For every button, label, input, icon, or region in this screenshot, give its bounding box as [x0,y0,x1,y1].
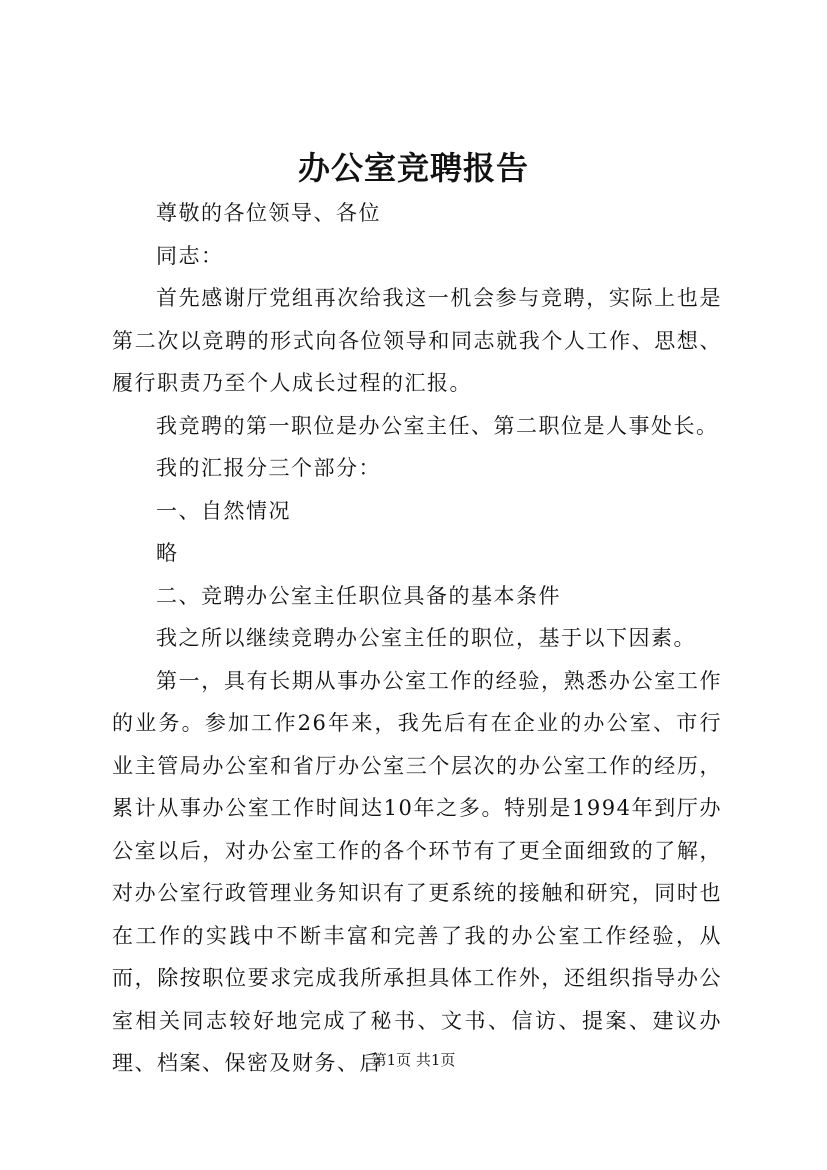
paragraph-intro: 首先感谢厅党组再次给我这一机会参与竞聘，实际上也是第二次以竞聘的形式向各位领导和同志就我个人工作、思想、履行职责乃至个人成长过程的汇报。 [112,286,722,395]
paragraph-omitted: 略 [156,541,179,565]
document-title: 办公室竞聘报告 [297,149,529,187]
paragraph-outline: 我的汇报分三个部分： [156,456,381,480]
paragraph-salutation: 尊敬的各位领导、各位 [156,201,381,225]
document-body [112,192,722,1085]
paragraph-positions: 我竞聘的第一职位是办公室主任、第二职位是人事处长。 [156,413,719,438]
section-heading-2: 二、竞聘办公室主任职位具备的基本条件 [156,583,561,608]
paragraph-reasons: 我之所以继续竞聘办公室主任的职位，基于以下因素。 [156,626,696,650]
section-heading-1: 一、自然情况 [156,498,291,523]
paragraph-first-reason: 第一，具有长期从事办公室工作的经验，熟悉办公室工作的业务。参加工作26年来，我先后有在企业的办公室、市行业主管局办公室和省厅办公室三个层次的办公室工作的经历，累计从事办公室工作时间达10年之多。特别是1994年到厅办公室以后，对办公室工作的各个环节有了更全面细致的了解，对办公室行政管理业务知识有了更系统的接触和研究，同时也在工作的实践中不断丰富和完善了我的办公室工作经验，从而，除按职位要求完成我所承担具体工作外，还组织指导办公室相关同志较好地完成了秘书、文书、信访、提案、建议办理、档案、保密及财务、后 [112,668,722,1075]
paragraph-salutation-cont: 同志： [156,243,224,268]
page-number-footer: 第1页 共1页 [371,1051,456,1069]
